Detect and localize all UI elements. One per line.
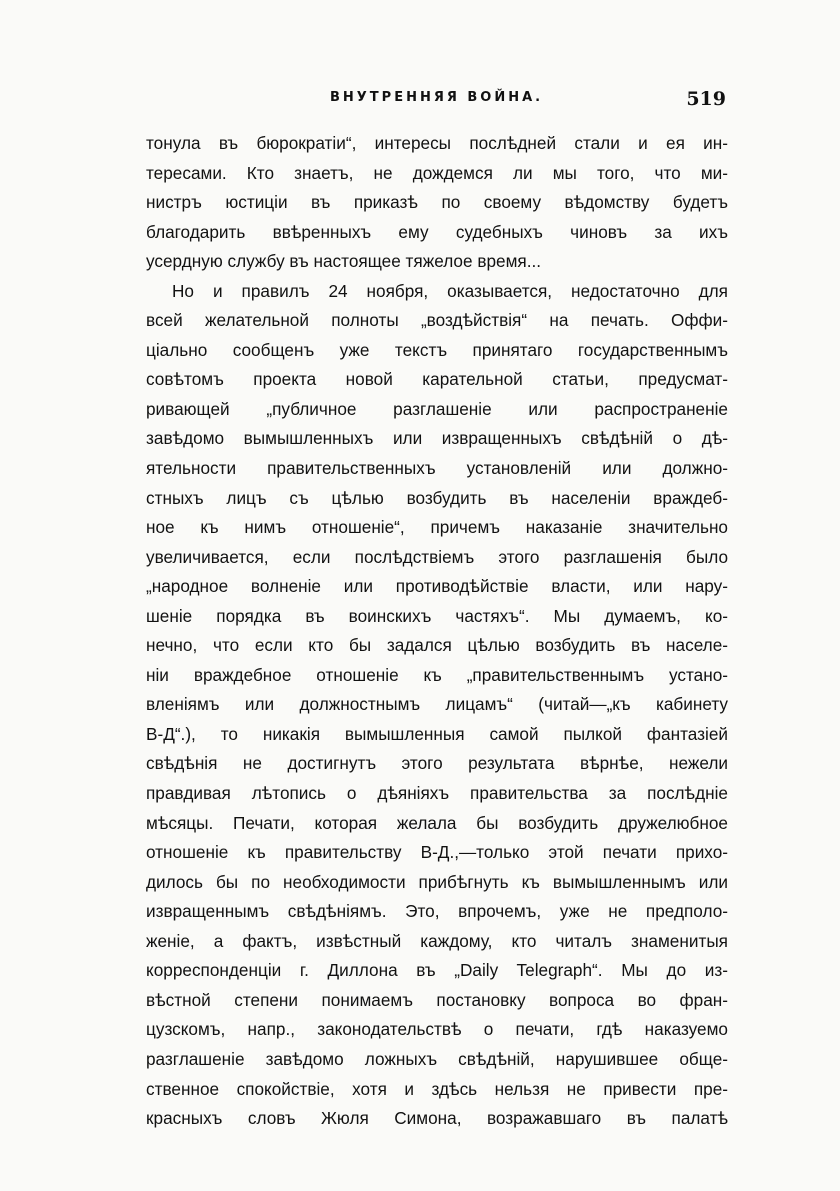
text-line: нечно, что если кто бы задался цѣлью возбудить въ населе- [146, 635, 728, 656]
text-line: мѣсяцы. Печати, которая желала бы возбудить дружелюбное [146, 812, 728, 833]
page-number: 519 [686, 88, 726, 110]
text-line: ятельности правительственныхъ установленій или должно- [146, 458, 728, 479]
text-line: тонула въ бюрократіи“, интересы послѣдней стали и ея ин- [146, 133, 728, 153]
text-line: ное къ нимъ отношеніе“, причемъ наказаніе значительно [146, 517, 728, 538]
text-line: женіе, а фактъ, извѣстный каждому, кто читалъ знаменитыя [146, 930, 728, 951]
text-line: всей желательной полноты „воздѣйствія“ на печать. Оффи- [146, 310, 728, 331]
text-line: ніи враждебное отношеніе къ „правительственнымъ устано- [146, 664, 728, 685]
text-line: разглашеніе завѣдомо ложныхъ свѣдѣній, нарушившее обще- [146, 1048, 728, 1069]
text-line: тересами. Кто знаетъ, не дождемся ли мы того, что ми- [146, 162, 728, 183]
text-line: ственное спокойствіе, хотя и здѣсь нельзя не привести пре- [146, 1078, 728, 1099]
text-line: завѣдомо вымышленныхъ или извращенныхъ свѣдѣній о дѣ- [146, 428, 728, 449]
text-line: свѣдѣнія не достигнутъ этого результата вѣрнѣе, нежели [146, 753, 728, 774]
text-line: стныхъ лицъ съ цѣлью возбудить въ населеніи враждеб- [146, 487, 728, 508]
text-line: шеніе порядка въ воинскихъ частяхъ“. Мы думаемъ, ко- [146, 605, 728, 626]
text-line: ціально сообщенъ уже текстъ принятаго государственнымъ [146, 339, 728, 360]
text-line: благодарить ввѣренныхъ ему судебныхъ чиновъ за ихъ [146, 221, 728, 242]
text-line: увеличивается, если послѣдствіемъ этого разглашенія было [146, 546, 728, 567]
text-line: дилось бы по необходимости прибѣгнуть къ вымышленнымъ или [146, 871, 728, 892]
text-line: корреспонденціи г. Диллона въ „Daily Telegraph“. Мы до из- [146, 960, 728, 981]
text-line: совѣтомъ проекта новой карательной статьи, предусмат- [146, 369, 728, 390]
text-line: правдивая лѣтопись о дѣяніяхъ правительства за послѣдніе [146, 783, 728, 804]
text-line: цузскомъ, напр., законодательствѣ о печати, гдѣ наказуемо [146, 1019, 728, 1040]
text-line: отношеніе къ правительству В-Д.,—только этой печати прихо- [146, 842, 728, 863]
running-title: ВНУТРЕННЯЯ ВОЙНА. [330, 90, 544, 105]
text-line: извращеннымъ свѣдѣніямъ. Это, впрочемъ, уже не предполо- [146, 901, 728, 922]
text-line: вѣстной степени понимаемъ постановку вопроса во фран- [146, 989, 728, 1010]
text-line: красныхъ словъ Жюля Симона, возражавшаго въ палатѣ [146, 1108, 728, 1129]
text-line: нистръ юстиціи въ приказѣ по своему вѣдомству будетъ [146, 192, 728, 213]
text-line: усердную службу въ настоящее тяжелое время... [146, 251, 542, 272]
running-head [146, 88, 726, 112]
text-line: В-Д“.), то никакія вымышленныя самой пылкой фантазіей [146, 723, 728, 744]
text-line: ривающей „публичное разглашеніе или распространеніе [146, 398, 728, 419]
body-text [146, 129, 728, 1134]
text-line: вленіямъ или должностнымъ лицамъ“ (читай—„къ кабинету [146, 694, 728, 715]
text-line: „народное волненіе или противодѣйствіе власти, или нару- [146, 576, 728, 597]
text-line: Но и правилъ 24 ноября, оказывается, недостаточно для [172, 280, 728, 301]
